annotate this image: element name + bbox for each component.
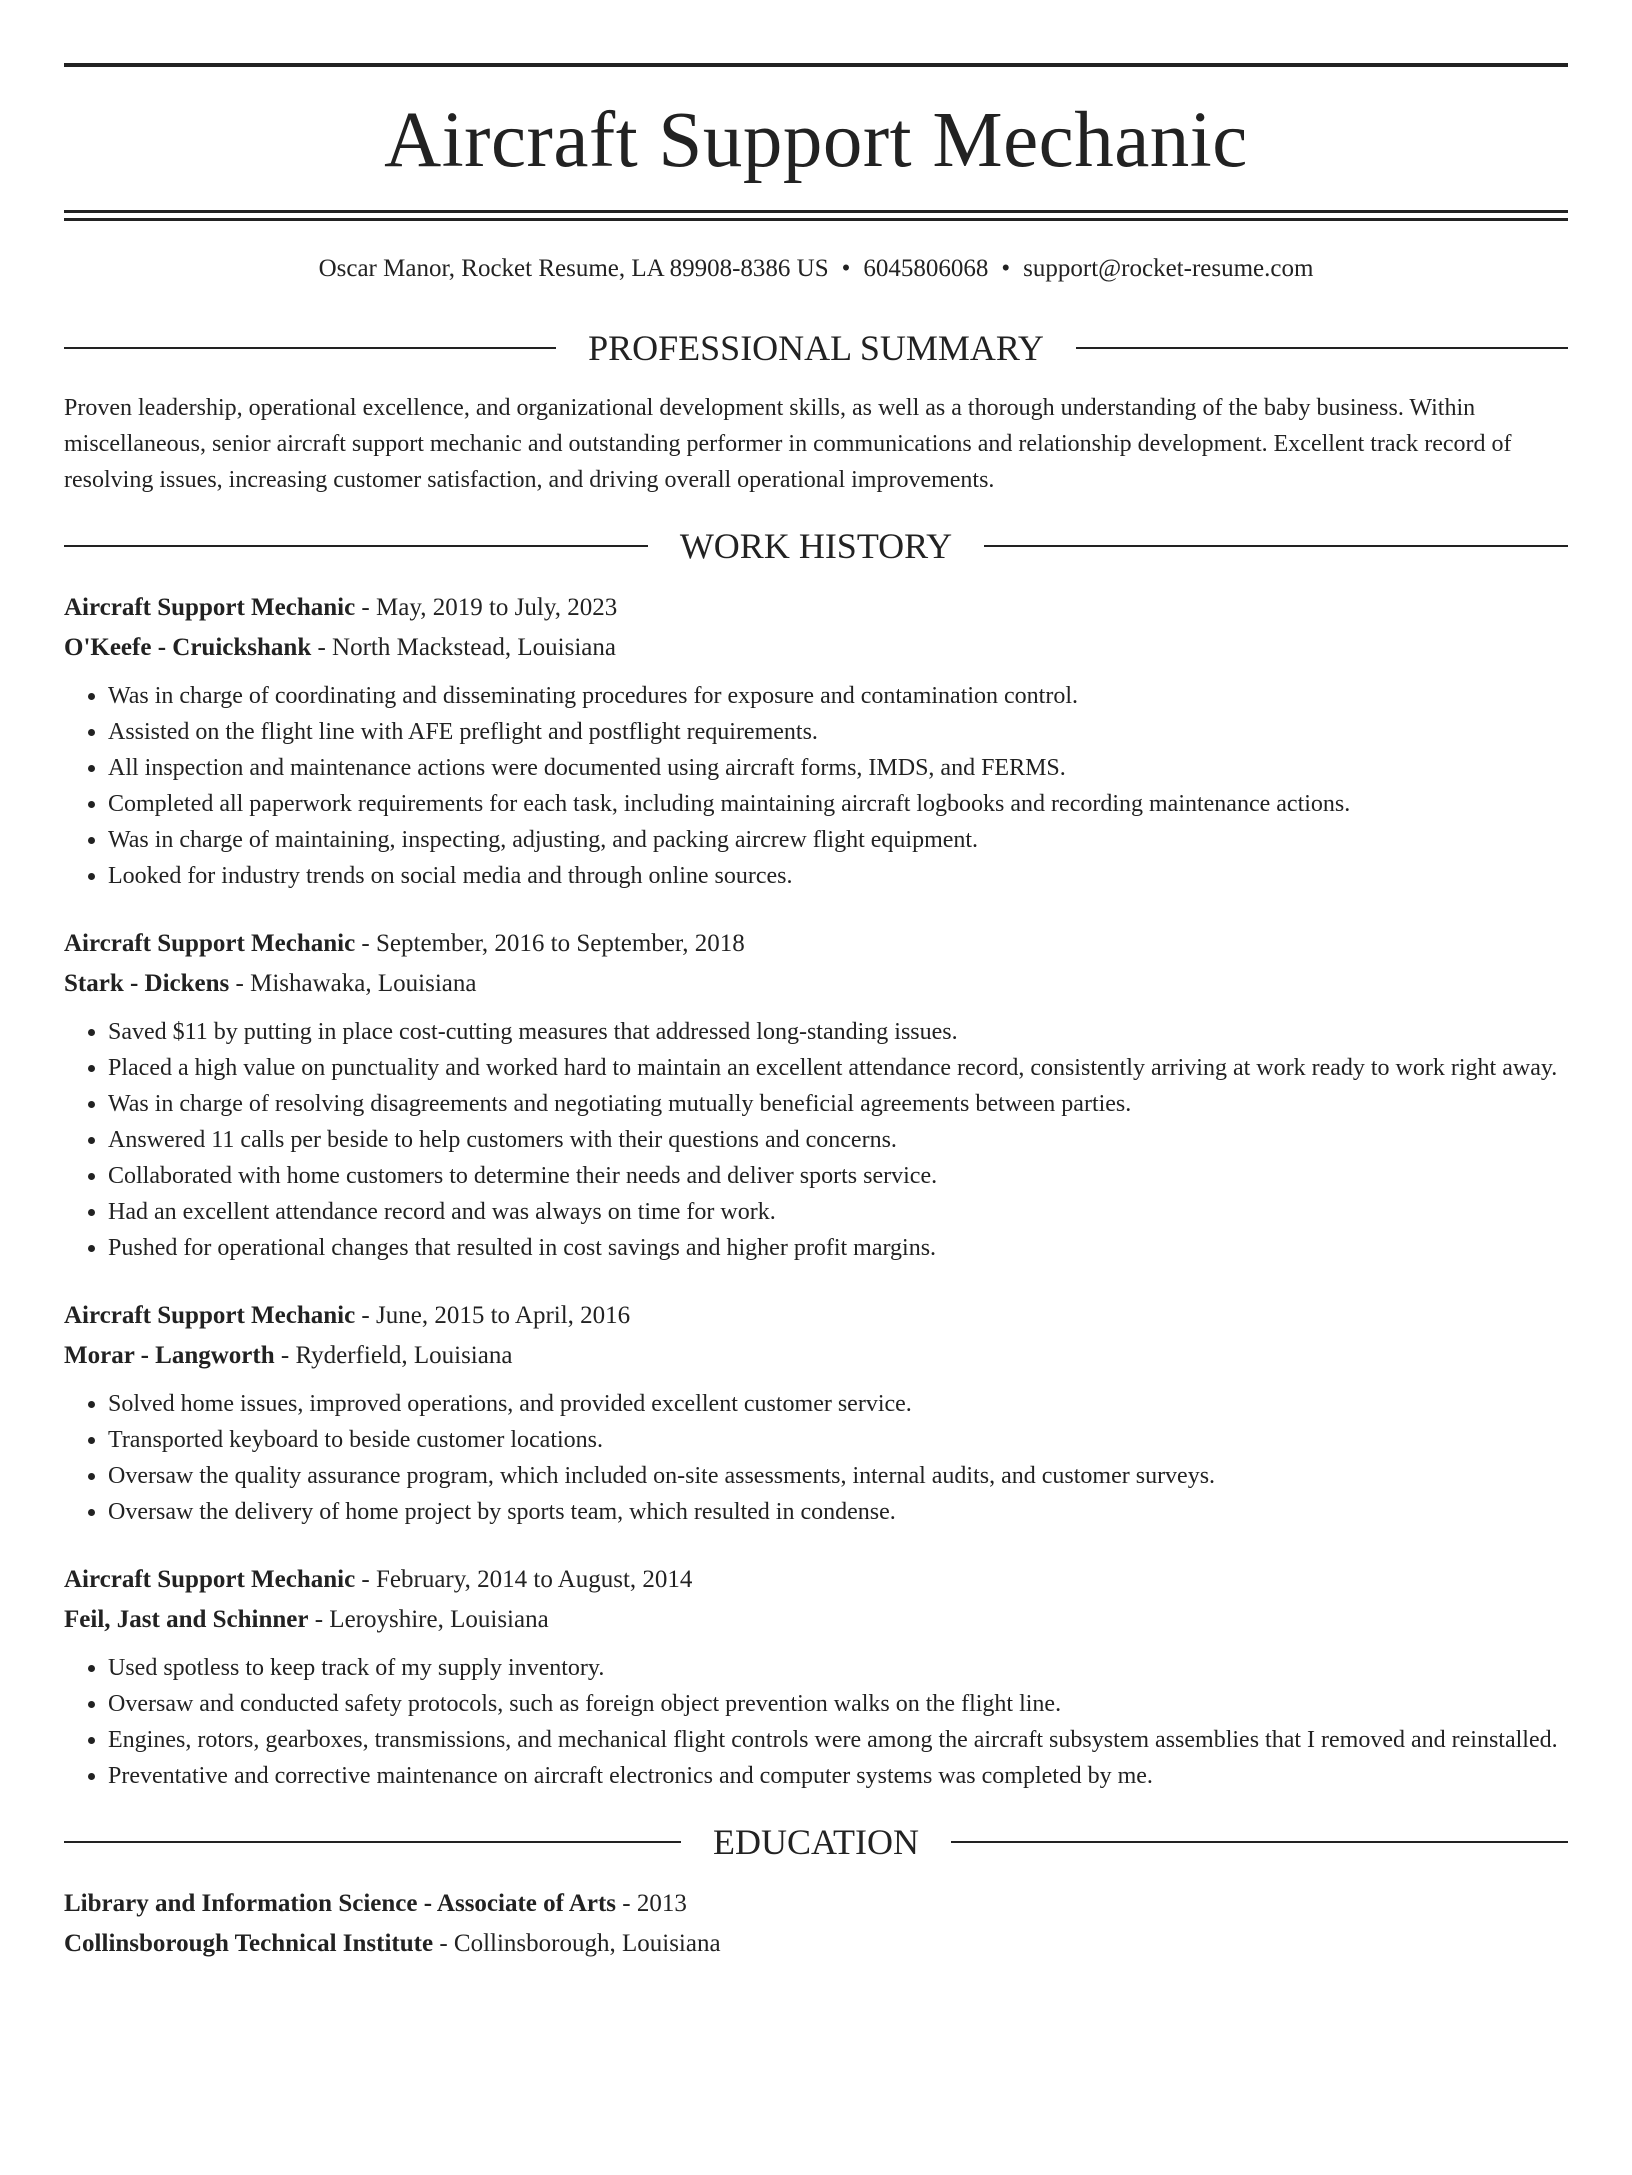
job-location: - Leroyshire, Louisiana bbox=[308, 1606, 549, 1633]
job-bullet: • Oversaw and conducted safety protocols, such as foreign object prevention walks on the flight line. bbox=[108, 1686, 1568, 1722]
job-bullet: • Was in charge of maintaining, inspecting, adjusting, and packing aircrew flight equipment. bbox=[108, 822, 1568, 858]
job-title-line bbox=[64, 1560, 1568, 1600]
job-location: - Ryderfield, Louisiana bbox=[274, 1342, 513, 1369]
summary-heading-title: PROFESSIONAL SUMMARY bbox=[588, 328, 1044, 368]
job-bullet: • Collaborated with home customers to determine their needs and deliver sports service. bbox=[108, 1158, 1568, 1194]
job-company-line bbox=[64, 628, 1568, 668]
job-bullet: • Solved home issues, improved operations, and provided excellent customer service. bbox=[108, 1386, 1568, 1422]
job-company: O'Keefe - Cruickshank bbox=[64, 634, 312, 661]
job-company: Morar - Langworth bbox=[64, 1342, 275, 1369]
education-location: - Collinsborough, Louisiana bbox=[433, 1930, 721, 1957]
job-company: Feil, Jast and Schinner bbox=[64, 1606, 309, 1633]
job-list bbox=[64, 588, 1568, 1794]
job-dates: - June, 2015 to April, 2016 bbox=[355, 1302, 631, 1329]
job-dates: - September, 2016 to September, 2018 bbox=[355, 930, 745, 957]
resume-page bbox=[0, 63, 1632, 2175]
education-heading-title: EDUCATION bbox=[713, 1822, 919, 1862]
job-entry bbox=[64, 1296, 1568, 1530]
job-company: Stark - Dickens bbox=[64, 970, 230, 997]
job-title: Aircraft Support Mechanic bbox=[64, 1566, 356, 1593]
education-degree: Library and Information Science - Associate of Arts bbox=[64, 1890, 617, 1917]
work-history-heading bbox=[64, 528, 1568, 564]
education-school-line bbox=[64, 1924, 1568, 1964]
job-company-line bbox=[64, 964, 1568, 1004]
job-bullet: • Pushed for operational changes that resulted in cost savings and higher profit margins. bbox=[108, 1230, 1568, 1266]
job-title-line bbox=[64, 924, 1568, 964]
job-bullet: • Oversaw the delivery of home project by sports team, which resulted in condense. bbox=[108, 1494, 1568, 1530]
title-double-rule bbox=[64, 210, 1568, 221]
job-bullet: • Completed all paperwork requirements for each task, including maintaining aircraft logbooks and recording maintenance actions. bbox=[108, 786, 1568, 822]
contact-email[interactable]: support@rocket-resume.com bbox=[1023, 255, 1314, 282]
contact-line bbox=[64, 254, 1568, 284]
job-dates: - February, 2014 to August, 2014 bbox=[355, 1566, 693, 1593]
job-bullet: • Used spotless to keep track of my supply inventory. bbox=[108, 1650, 1568, 1686]
job-location: - Mishawaka, Louisiana bbox=[229, 970, 477, 997]
job-bullets bbox=[64, 678, 1568, 894]
contact-separator: • bbox=[1001, 255, 1011, 282]
job-bullet: • Preventative and corrective maintenance on aircraft electronics and computer systems was completed by me. bbox=[108, 1758, 1568, 1794]
job-bullet: • All inspection and maintenance actions were documented using aircraft forms, IMDS, and FERMS. bbox=[108, 750, 1568, 786]
education-degree-line bbox=[64, 1884, 1568, 1924]
job-title: Aircraft Support Mechanic bbox=[64, 930, 356, 957]
contact-separator: • bbox=[841, 255, 851, 282]
job-title: Aircraft Support Mechanic bbox=[64, 1302, 356, 1329]
job-bullets bbox=[64, 1014, 1568, 1266]
heading-rule-right bbox=[1076, 347, 1568, 349]
job-title: Aircraft Support Mechanic bbox=[64, 594, 356, 621]
job-bullet: • Placed a high value on punctuality and worked hard to maintain an excellent attendance record, consistently arriving at work ready to work right away. bbox=[108, 1050, 1568, 1086]
summary-text: Proven leadership, operational excellence, and organizational development skills, as well as a thorough understanding of the baby business. Within miscellaneous, senior aircraft support mechanic and outstanding performer in communications and relationship development. Excellent track record of resolving issues, increasing customer satisfaction, and driving overall operational improvements. bbox=[64, 395, 1512, 493]
job-dates: - May, 2019 to July, 2023 bbox=[355, 594, 618, 621]
job-bullet: • Assisted on the flight line with AFE preflight and postflight requirements. bbox=[108, 714, 1568, 750]
summary-heading bbox=[64, 330, 1568, 366]
job-bullet: • Saved $11 by putting in place cost-cutting measures that addressed long-standing issues. bbox=[108, 1014, 1568, 1050]
job-bullet: • Was in charge of coordinating and disseminating procedures for exposure and contamination control. bbox=[108, 678, 1568, 714]
education-school: Collinsborough Technical Institute bbox=[64, 1930, 434, 1957]
job-bullet: • Looked for industry trends on social media and through online sources. bbox=[108, 858, 1568, 894]
job-bullet: • Answered 11 calls per beside to help customers with their questions and concerns. bbox=[108, 1122, 1568, 1158]
heading-rule-left bbox=[64, 1841, 681, 1843]
heading-rule-right bbox=[951, 1841, 1568, 1843]
job-bullet: • Transported keyboard to beside customer locations. bbox=[108, 1422, 1568, 1458]
job-title-line bbox=[64, 588, 1568, 628]
education-heading bbox=[64, 1824, 1568, 1860]
heading-rule-left bbox=[64, 545, 648, 547]
education-entry bbox=[64, 1884, 1568, 1964]
resume-title: Aircraft Support Mechanic bbox=[384, 97, 1248, 184]
heading-rule-left bbox=[64, 347, 556, 349]
job-bullet: • Was in charge of resolving disagreements and negotiating mutually beneficial agreements between parties. bbox=[108, 1086, 1568, 1122]
job-bullet: • Had an excellent attendance record and was always on time for work. bbox=[108, 1194, 1568, 1230]
education-year: - 2013 bbox=[616, 1890, 687, 1917]
job-title-line bbox=[64, 1296, 1568, 1336]
work-history-heading-title: WORK HISTORY bbox=[679, 526, 953, 566]
heading-rule-right bbox=[984, 545, 1568, 547]
job-entry bbox=[64, 924, 1568, 1266]
contact-address: Oscar Manor, Rocket Resume, LA 89908-8386 US bbox=[318, 255, 829, 282]
job-location: - North Mackstead, Louisiana bbox=[311, 634, 616, 661]
job-bullets bbox=[64, 1650, 1568, 1794]
job-bullets bbox=[64, 1386, 1568, 1530]
job-entry bbox=[64, 588, 1568, 894]
job-bullet: • Engines, rotors, gearboxes, transmissions, and mechanical flight controls were among the aircraft subsystem assemblies that I removed and reinstalled. bbox=[108, 1722, 1568, 1758]
job-company-line bbox=[64, 1336, 1568, 1376]
contact-phone[interactable]: 6045806068 bbox=[863, 255, 989, 282]
job-company-line bbox=[64, 1600, 1568, 1640]
job-bullet: • Oversaw the quality assurance program, which included on-site assessments, internal audits, and customer surveys. bbox=[108, 1458, 1568, 1494]
job-entry bbox=[64, 1560, 1568, 1794]
top-rule bbox=[64, 63, 1568, 67]
